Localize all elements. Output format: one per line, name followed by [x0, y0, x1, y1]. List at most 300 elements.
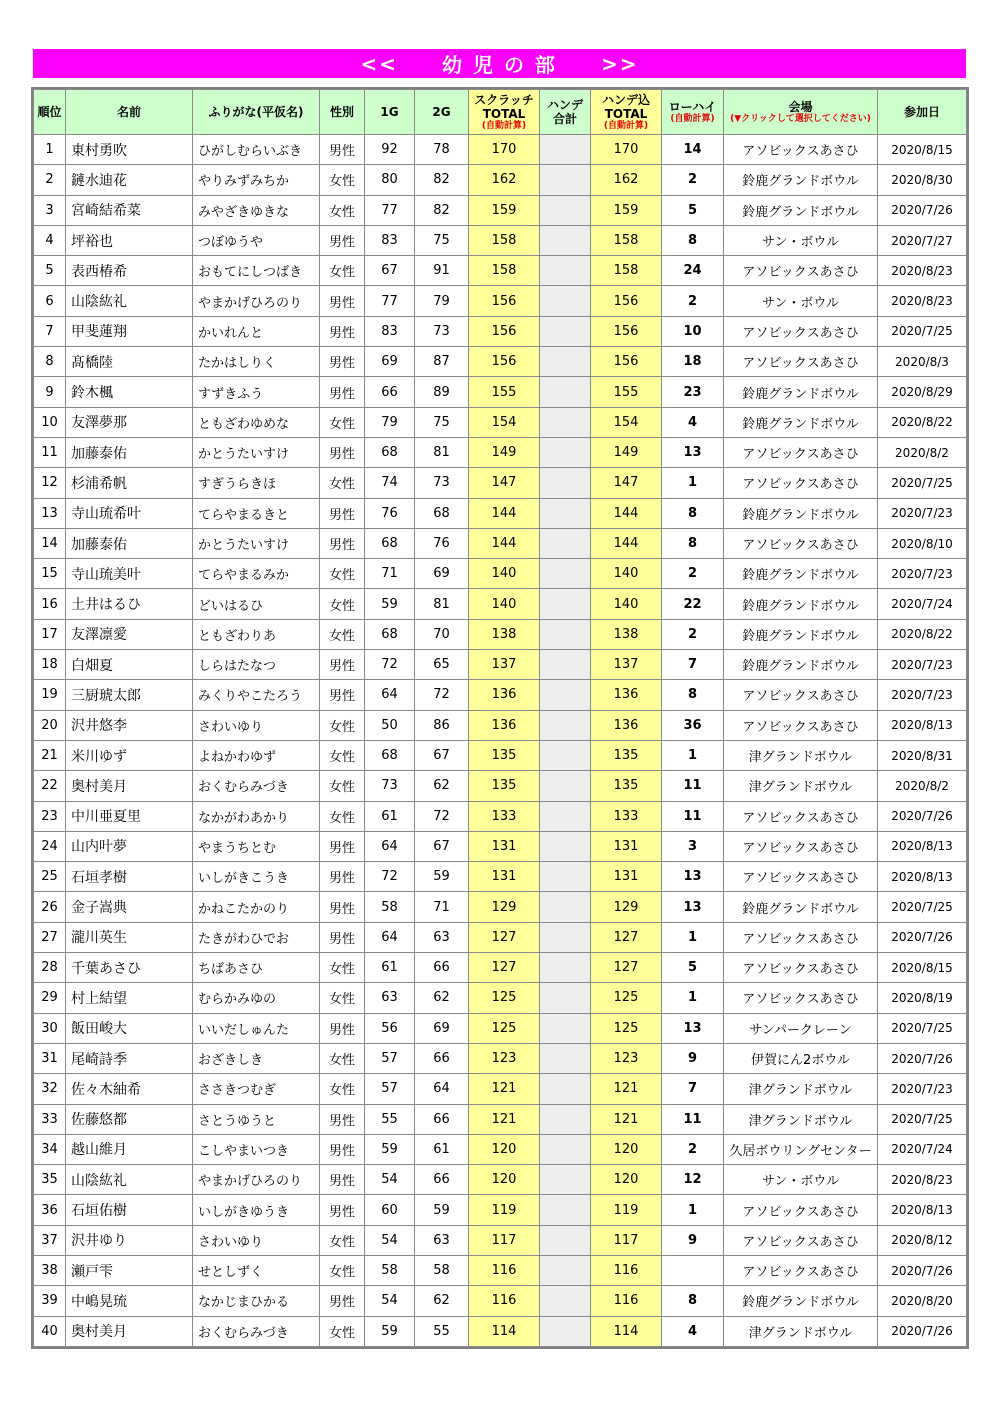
venue-select[interactable]: 津グランドボウル [724, 1316, 878, 1346]
gender-cell: 女性 [320, 710, 365, 740]
date-cell: 2020/7/26 [878, 922, 967, 952]
kana-cell: みやざきゆきな [193, 195, 320, 225]
table-row [34, 1074, 967, 1104]
scratch-total-cell: 147 [469, 468, 540, 498]
kana-cell: おくむらみづき [193, 771, 320, 801]
kana-cell: つぼゆうや [193, 225, 320, 255]
scratch-total-cell: 133 [469, 801, 540, 831]
game1-cell: 57 [365, 1043, 415, 1073]
header-handicap-total: ハンデ込 TOTAL (自動計算) [591, 90, 662, 135]
venue-select[interactable]: アソビックスあさひ [724, 347, 878, 377]
table-row [34, 437, 967, 467]
handicap-cell[interactable] [540, 892, 591, 922]
game1-cell: 61 [365, 801, 415, 831]
venue-select[interactable]: 伊賀にん2ボウル [724, 1043, 878, 1073]
game2-cell: 66 [415, 953, 469, 983]
header-date: 参加日 [878, 90, 967, 135]
kana-cell: むらかみゆの [193, 983, 320, 1013]
handicap-cell[interactable] [540, 1195, 591, 1225]
gender-cell: 男性 [320, 1104, 365, 1134]
game2-cell: 75 [415, 225, 469, 255]
lowhigh-cell: 18 [662, 347, 724, 377]
game2-cell: 62 [415, 983, 469, 1013]
venue-select[interactable]: 鈴鹿グランドボウル [724, 892, 878, 922]
game2-cell: 58 [415, 1255, 469, 1285]
name-cell[interactable]: 鏈水迪花 [66, 165, 193, 195]
lowhigh-cell: 4 [662, 407, 724, 437]
game1-cell: 71 [365, 559, 415, 589]
lowhigh-cell: 9 [662, 1043, 724, 1073]
game2-cell: 64 [415, 1074, 469, 1104]
scratch-total-cell: 123 [469, 1043, 540, 1073]
game1-cell: 59 [365, 589, 415, 619]
table-row [34, 922, 967, 952]
kana-cell: おもてにしつばき [193, 256, 320, 286]
name-cell[interactable]: 石垣孝樹 [66, 862, 193, 892]
venue-select[interactable]: 鈴鹿グランドボウル [724, 589, 878, 619]
venue-select[interactable]: アソビックスあさひ [724, 862, 878, 892]
handicap-total-cell: 116 [591, 1286, 662, 1316]
table-row [34, 286, 967, 316]
game2-cell: 63 [415, 1225, 469, 1255]
handicap-total-cell: 133 [591, 801, 662, 831]
date-cell: 2020/8/31 [878, 740, 967, 770]
table-row [34, 256, 967, 286]
lowhigh-cell: 8 [662, 225, 724, 255]
rank-cell: 31 [34, 1043, 66, 1073]
section-title: 幼 児 の 部 [442, 53, 557, 77]
name-cell[interactable]: 加藤泰佑 [66, 528, 193, 558]
handicap-cell[interactable] [540, 347, 591, 377]
gender-cell: 女性 [320, 740, 365, 770]
name-cell[interactable]: 鈴木楓 [66, 377, 193, 407]
game2-cell: 75 [415, 407, 469, 437]
handicap-cell[interactable] [540, 801, 591, 831]
venue-select[interactable]: アソビックスあさひ [724, 710, 878, 740]
rank-cell: 19 [34, 680, 66, 710]
name-cell[interactable]: 越山維月 [66, 1134, 193, 1164]
game1-cell: 50 [365, 710, 415, 740]
venue-select[interactable]: アソビックスあさひ [724, 1195, 878, 1225]
game2-cell: 82 [415, 195, 469, 225]
lowhigh-cell: 1 [662, 983, 724, 1013]
game1-cell: 54 [365, 1165, 415, 1195]
handicap-total-cell: 158 [591, 256, 662, 286]
date-cell: 2020/7/23 [878, 1074, 967, 1104]
rank-cell: 39 [34, 1286, 66, 1316]
name-cell[interactable]: 佐々木紬希 [66, 1074, 193, 1104]
venue-select[interactable]: サン・ボウル [724, 1165, 878, 1195]
venue-select[interactable]: アソビックスあさひ [724, 1225, 878, 1255]
rank-cell: 5 [34, 256, 66, 286]
game2-cell: 66 [415, 1165, 469, 1195]
handicap-cell[interactable] [540, 165, 591, 195]
game2-cell: 81 [415, 437, 469, 467]
gender-cell: 男性 [320, 437, 365, 467]
handicap-cell[interactable] [540, 771, 591, 801]
gender-cell: 男性 [320, 286, 365, 316]
venue-select[interactable]: アソビックスあさひ [724, 256, 878, 286]
handicap-cell[interactable] [540, 862, 591, 892]
venue-select[interactable]: サン・ボウル [724, 286, 878, 316]
handicap-cell[interactable] [540, 225, 591, 255]
name-cell[interactable]: 沢井悠李 [66, 710, 193, 740]
table-row [34, 650, 967, 680]
handicap-cell[interactable] [540, 1316, 591, 1346]
handicap-cell[interactable] [540, 983, 591, 1013]
lowhigh-cell: 11 [662, 771, 724, 801]
venue-select[interactable]: 鈴鹿グランドボウル [724, 498, 878, 528]
game2-cell: 67 [415, 831, 469, 861]
name-cell[interactable]: 白畑夏 [66, 650, 193, 680]
date-cell: 2020/8/3 [878, 347, 967, 377]
handicap-cell[interactable] [540, 135, 591, 165]
scratch-total-cell: 162 [469, 165, 540, 195]
table-row [34, 1316, 967, 1346]
handicap-cell[interactable] [540, 831, 591, 861]
venue-select[interactable]: アソビックスあさひ [724, 468, 878, 498]
name-cell[interactable]: 友澤夢那 [66, 407, 193, 437]
rank-cell: 1 [34, 135, 66, 165]
table-row [34, 135, 967, 165]
venue-select[interactable]: アソビックスあさひ [724, 135, 878, 165]
game1-cell: 54 [365, 1225, 415, 1255]
table-row [34, 165, 967, 195]
lowhigh-cell: 8 [662, 680, 724, 710]
gender-cell: 女性 [320, 589, 365, 619]
game2-cell: 79 [415, 286, 469, 316]
handicap-cell[interactable] [540, 1165, 591, 1195]
rank-cell: 21 [34, 740, 66, 770]
scratch-total-cell: 170 [469, 135, 540, 165]
gender-cell: 男性 [320, 347, 365, 377]
kana-cell: おくむらみづき [193, 1316, 320, 1346]
name-cell[interactable]: 中川亜夏里 [66, 801, 193, 831]
name-cell[interactable]: 東村勇吹 [66, 135, 193, 165]
handicap-cell[interactable] [540, 710, 591, 740]
venue-select[interactable]: アソビックスあさひ [724, 801, 878, 831]
venue-select[interactable]: アソビックスあさひ [724, 922, 878, 952]
scratch-total-cell: 131 [469, 831, 540, 861]
name-cell[interactable]: 尾崎詩季 [66, 1043, 193, 1073]
handicap-cell[interactable] [540, 1043, 591, 1073]
venue-select[interactable]: アソビックスあさひ [724, 831, 878, 861]
gender-cell: 女性 [320, 195, 365, 225]
lowhigh-cell: 1 [662, 922, 724, 952]
game2-cell: 76 [415, 528, 469, 558]
gender-cell: 女性 [320, 619, 365, 649]
handicap-cell[interactable] [540, 195, 591, 225]
kana-cell: てらやまるみか [193, 559, 320, 589]
game1-cell: 64 [365, 831, 415, 861]
lowhigh-cell: 13 [662, 1013, 724, 1043]
handicap-cell[interactable] [540, 559, 591, 589]
rank-cell: 37 [34, 1225, 66, 1255]
handicap-cell[interactable] [540, 316, 591, 346]
handicap-cell[interactable] [540, 589, 591, 619]
date-cell: 2020/8/13 [878, 710, 967, 740]
venue-select[interactable]: 鈴鹿グランドボウル [724, 619, 878, 649]
handicap-cell[interactable] [540, 619, 591, 649]
rank-cell: 3 [34, 195, 66, 225]
rank-cell: 7 [34, 316, 66, 346]
venue-select[interactable]: 鈴鹿グランドボウル [724, 559, 878, 589]
game2-cell: 73 [415, 316, 469, 346]
handicap-total-cell: 159 [591, 195, 662, 225]
game1-cell: 68 [365, 619, 415, 649]
game2-cell: 81 [415, 589, 469, 619]
name-cell[interactable]: 表西椿希 [66, 256, 193, 286]
scratch-total-cell: 121 [469, 1104, 540, 1134]
venue-select[interactable]: サン・ボウル [724, 225, 878, 255]
game2-cell: 55 [415, 1316, 469, 1346]
handicap-cell[interactable] [540, 437, 591, 467]
game1-cell: 56 [365, 1013, 415, 1043]
title-left-marker: << [360, 51, 399, 76]
date-cell: 2020/7/26 [878, 1043, 967, 1073]
date-cell: 2020/7/25 [878, 1104, 967, 1134]
lowhigh-cell: 13 [662, 437, 724, 467]
venue-select[interactable]: 津グランドボウル [724, 1074, 878, 1104]
name-cell[interactable]: 瀧川英生 [66, 922, 193, 952]
ranking-rows [34, 135, 967, 1347]
venue-select[interactable]: 鈴鹿グランドボウル [724, 650, 878, 680]
name-cell[interactable]: 山陰紘礼 [66, 286, 193, 316]
rank-cell: 10 [34, 407, 66, 437]
gender-cell: 男性 [320, 1165, 365, 1195]
name-cell[interactable]: 髙橋陸 [66, 347, 193, 377]
kana-cell: どいはるひ [193, 589, 320, 619]
table-row [34, 1286, 967, 1316]
date-cell: 2020/7/23 [878, 498, 967, 528]
table-row [34, 680, 967, 710]
gender-cell: 男性 [320, 498, 365, 528]
date-cell: 2020/7/24 [878, 589, 967, 619]
kana-cell: すずきふう [193, 377, 320, 407]
date-cell: 2020/7/26 [878, 1316, 967, 1346]
scratch-total-cell: 136 [469, 680, 540, 710]
handicap-cell[interactable] [540, 286, 591, 316]
kana-cell: いしがきゆうき [193, 1195, 320, 1225]
lowhigh-cell: 9 [662, 1225, 724, 1255]
gender-cell: 男性 [320, 862, 365, 892]
handicap-total-cell: 127 [591, 922, 662, 952]
date-cell: 2020/8/23 [878, 1165, 967, 1195]
date-cell: 2020/8/2 [878, 771, 967, 801]
handicap-total-cell: 156 [591, 347, 662, 377]
game1-cell: 67 [365, 256, 415, 286]
game1-cell: 58 [365, 1255, 415, 1285]
kana-cell: しらはたなつ [193, 650, 320, 680]
name-cell[interactable]: 宮崎結希菜 [66, 195, 193, 225]
venue-select[interactable]: 鈴鹿グランドボウル [724, 377, 878, 407]
header-scratch-total: スクラッチ TOTAL (自動計算) [469, 90, 540, 135]
game1-cell: 80 [365, 165, 415, 195]
name-cell[interactable]: 奥村美月 [66, 1316, 193, 1346]
handicap-cell[interactable] [540, 1255, 591, 1285]
name-cell[interactable]: 山陰紘礼 [66, 1165, 193, 1195]
game1-cell: 58 [365, 892, 415, 922]
handicap-cell[interactable] [540, 1134, 591, 1164]
game2-cell: 72 [415, 801, 469, 831]
name-cell[interactable]: 甲斐蓮翔 [66, 316, 193, 346]
date-cell: 2020/8/23 [878, 256, 967, 286]
name-cell[interactable]: 村上結望 [66, 983, 193, 1013]
venue-select[interactable]: アソビックスあさひ [724, 953, 878, 983]
name-cell[interactable]: 石垣佑樹 [66, 1195, 193, 1225]
name-cell[interactable]: 三厨琥太郎 [66, 680, 193, 710]
venue-select[interactable]: 久居ボウリングセンター [724, 1134, 878, 1164]
table-row [34, 740, 967, 770]
kana-cell: かいれんと [193, 316, 320, 346]
lowhigh-cell: 2 [662, 286, 724, 316]
table-row [34, 528, 967, 558]
kana-cell: やまうちとむ [193, 831, 320, 861]
lowhigh-cell: 1 [662, 468, 724, 498]
handicap-cell[interactable] [540, 1074, 591, 1104]
venue-select[interactable]: 津グランドボウル [724, 1104, 878, 1134]
handicap-total-cell: 117 [591, 1225, 662, 1255]
name-cell[interactable]: 坪裕也 [66, 225, 193, 255]
handicap-cell[interactable] [540, 1225, 591, 1255]
handicap-cell[interactable] [540, 1286, 591, 1316]
handicap-total-cell: 170 [591, 135, 662, 165]
venue-select[interactable]: 鈴鹿グランドボウル [724, 195, 878, 225]
table-row [34, 377, 967, 407]
rank-cell: 20 [34, 710, 66, 740]
venue-select[interactable]: アソビックスあさひ [724, 528, 878, 558]
name-cell[interactable]: 佐藤悠都 [66, 1104, 193, 1134]
lowhigh-cell: 11 [662, 801, 724, 831]
rank-cell: 23 [34, 801, 66, 831]
scratch-total-cell: 127 [469, 922, 540, 952]
lowhigh-cell: 2 [662, 559, 724, 589]
name-cell[interactable]: 瀬戸雫 [66, 1255, 193, 1285]
table-row [34, 1255, 967, 1285]
venue-select[interactable]: アソビックスあさひ [724, 1255, 878, 1285]
venue-select[interactable]: 鈴鹿グランドボウル [724, 1286, 878, 1316]
handicap-total-cell: 149 [591, 437, 662, 467]
handicap-cell[interactable] [540, 740, 591, 770]
name-cell[interactable]: 土井はるひ [66, 589, 193, 619]
header-handicap: ハンデ 合計 [540, 90, 591, 135]
handicap-cell[interactable] [540, 650, 591, 680]
kana-cell: かとうたいすけ [193, 437, 320, 467]
kana-cell: こしやまいつき [193, 1134, 320, 1164]
name-cell[interactable]: 奥村美月 [66, 771, 193, 801]
game1-cell: 76 [365, 498, 415, 528]
scratch-total-cell: 140 [469, 559, 540, 589]
date-cell: 2020/7/25 [878, 892, 967, 922]
game2-cell: 61 [415, 1134, 469, 1164]
date-cell: 2020/7/26 [878, 1255, 967, 1285]
handicap-cell[interactable] [540, 407, 591, 437]
venue-select[interactable]: 津グランドボウル [724, 771, 878, 801]
game1-cell: 61 [365, 953, 415, 983]
name-cell[interactable]: 沢井ゆり [66, 1225, 193, 1255]
lowhigh-cell: 8 [662, 498, 724, 528]
table-row [34, 771, 967, 801]
kana-cell: ささきつむぎ [193, 1074, 320, 1104]
date-cell: 2020/8/10 [878, 528, 967, 558]
name-cell[interactable]: 飯田峻大 [66, 1013, 193, 1043]
venue-select[interactable]: アソビックスあさひ [724, 983, 878, 1013]
rank-cell: 8 [34, 347, 66, 377]
gender-cell: 女性 [320, 468, 365, 498]
rank-cell: 25 [34, 862, 66, 892]
scratch-total-cell: 138 [469, 619, 540, 649]
name-cell[interactable]: 山内叶夢 [66, 831, 193, 861]
handicap-cell[interactable] [540, 1013, 591, 1043]
table-row [34, 225, 967, 255]
lowhigh-cell: 11 [662, 1104, 724, 1134]
venue-select[interactable]: 津グランドボウル [724, 740, 878, 770]
name-cell[interactable]: 中嶋晃琉 [66, 1286, 193, 1316]
name-cell[interactable]: 金子嵩典 [66, 892, 193, 922]
header-game1: 1G [365, 90, 415, 135]
table-row [34, 862, 967, 892]
game1-cell: 92 [365, 135, 415, 165]
venue-select[interactable]: 鈴鹿グランドボウル [724, 165, 878, 195]
handicap-cell[interactable] [540, 1104, 591, 1134]
header-game2: 2G [415, 90, 469, 135]
handicap-cell[interactable] [540, 680, 591, 710]
handicap-total-cell: 114 [591, 1316, 662, 1346]
handicap-cell[interactable] [540, 468, 591, 498]
table-row [34, 347, 967, 377]
rank-cell: 29 [34, 983, 66, 1013]
venue-select[interactable]: アソビックスあさひ [724, 680, 878, 710]
scratch-total-cell: 158 [469, 225, 540, 255]
rank-cell: 6 [34, 286, 66, 316]
handicap-cell[interactable] [540, 528, 591, 558]
name-cell[interactable]: 寺山琉希叶 [66, 498, 193, 528]
rank-cell: 34 [34, 1134, 66, 1164]
lowhigh-cell: 12 [662, 1165, 724, 1195]
date-cell: 2020/8/15 [878, 135, 967, 165]
handicap-cell[interactable] [540, 922, 591, 952]
name-cell[interactable]: 友澤凛愛 [66, 619, 193, 649]
section-title-banner [33, 49, 966, 78]
header-row [34, 90, 967, 135]
rank-cell: 36 [34, 1195, 66, 1225]
handicap-cell[interactable] [540, 953, 591, 983]
handicap-cell[interactable] [540, 498, 591, 528]
game1-cell: 68 [365, 437, 415, 467]
handicap-total-cell: 119 [591, 1195, 662, 1225]
name-cell[interactable]: 加藤泰佑 [66, 437, 193, 467]
lowhigh-cell: 8 [662, 528, 724, 558]
rank-cell: 17 [34, 619, 66, 649]
handicap-cell[interactable] [540, 256, 591, 286]
kana-cell: みくりやこたろう [193, 680, 320, 710]
venue-select[interactable]: アソビックスあさひ [724, 437, 878, 467]
venue-select[interactable]: 鈴鹿グランドボウル [724, 407, 878, 437]
game1-cell: 77 [365, 286, 415, 316]
handicap-cell[interactable] [540, 377, 591, 407]
handicap-total-cell: 154 [591, 407, 662, 437]
name-cell[interactable]: 米川ゆず [66, 740, 193, 770]
name-cell[interactable]: 寺山琉美叶 [66, 559, 193, 589]
name-cell[interactable]: 千葉あさひ [66, 953, 193, 983]
game2-cell: 72 [415, 680, 469, 710]
date-cell: 2020/7/23 [878, 680, 967, 710]
scratch-total-cell: 144 [469, 498, 540, 528]
name-cell[interactable]: 杉浦希帆 [66, 468, 193, 498]
venue-select[interactable]: サンパークレーン [724, 1013, 878, 1043]
game2-cell: 66 [415, 1104, 469, 1134]
venue-select[interactable]: アソビックスあさひ [724, 316, 878, 346]
